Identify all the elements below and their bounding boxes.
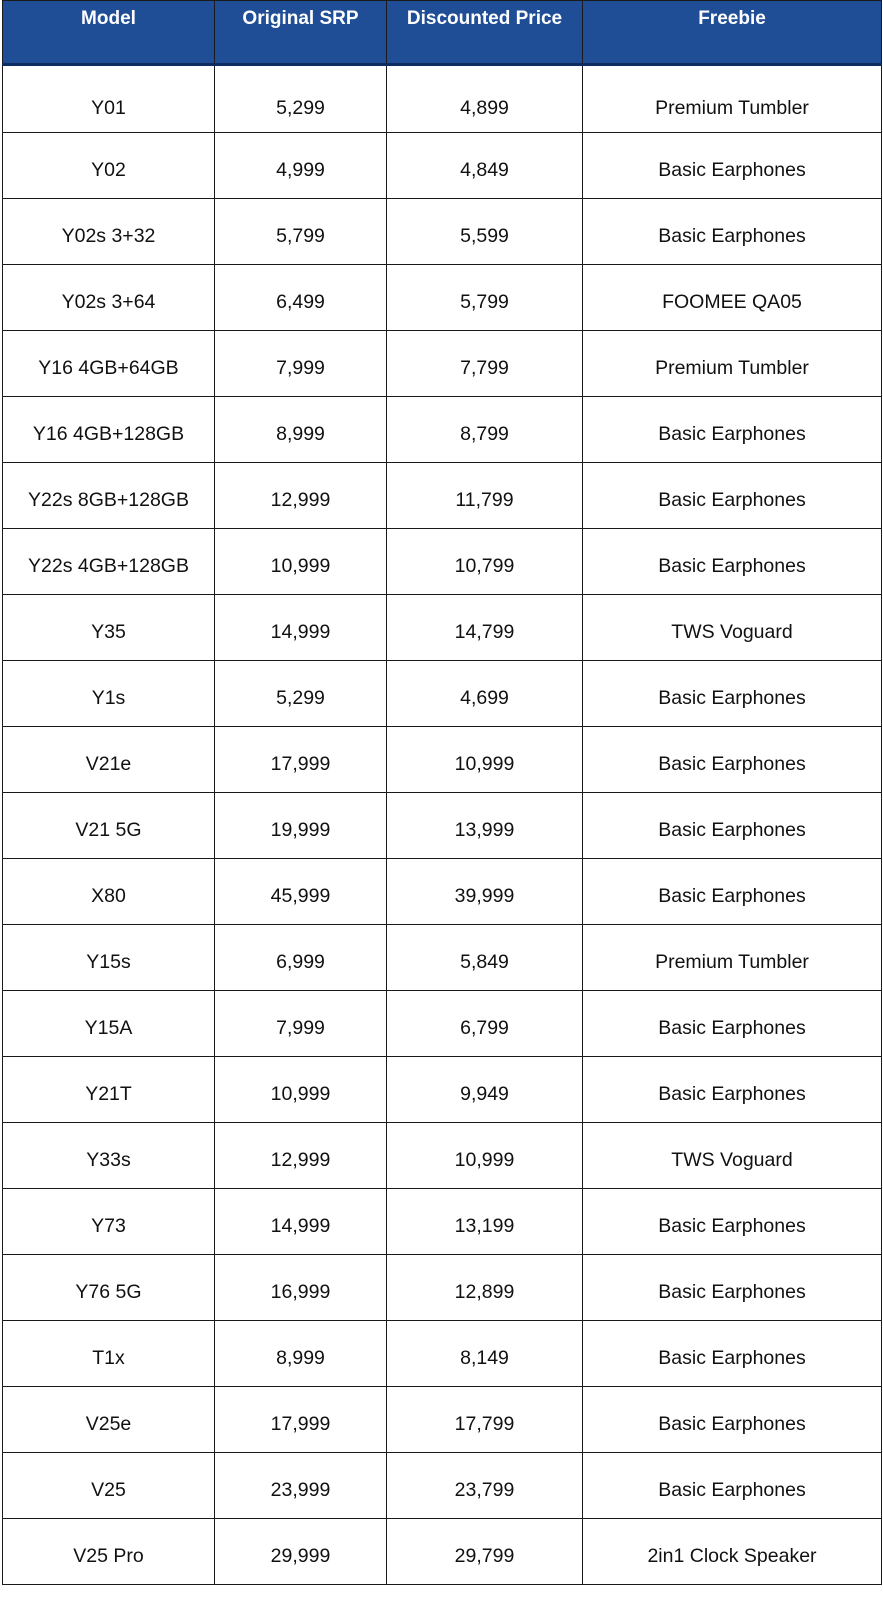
table-row: [3, 727, 882, 793]
cell-model: Y15A: [3, 991, 215, 1057]
table-row: [3, 1453, 882, 1519]
cell-freebie: Basic Earphones: [583, 991, 882, 1057]
cell-original-srp: 16,999: [215, 1255, 387, 1321]
cell-freebie: TWS Voguard: [583, 1123, 882, 1189]
cell-discounted-price: 10,999: [387, 727, 583, 793]
table-row: [3, 1321, 882, 1387]
table-row: [3, 859, 882, 925]
cell-original-srp: 29,999: [215, 1519, 387, 1585]
cell-model: Y33s: [3, 1123, 215, 1189]
cell-freebie: Basic Earphones: [583, 463, 882, 529]
table-row: [3, 529, 882, 595]
cell-model: V25e: [3, 1387, 215, 1453]
cell-original-srp: 14,999: [215, 1189, 387, 1255]
cell-original-srp: 10,999: [215, 1057, 387, 1123]
cell-freebie: Basic Earphones: [583, 859, 882, 925]
table-row: [3, 463, 882, 529]
table-row: [3, 1057, 882, 1123]
table-row: [3, 991, 882, 1057]
table-row: [3, 793, 882, 859]
cell-discounted-price: 5,849: [387, 925, 583, 991]
cell-discounted-price: 9,949: [387, 1057, 583, 1123]
cell-model: Y35: [3, 595, 215, 661]
cell-freebie: Basic Earphones: [583, 397, 882, 463]
table-row: [3, 661, 882, 727]
cell-freebie: FOOMEE QA05: [583, 265, 882, 331]
cell-model: V21 5G: [3, 793, 215, 859]
cell-discounted-price: 14,799: [387, 595, 583, 661]
table-header: [3, 1, 882, 65]
cell-model: Y15s: [3, 925, 215, 991]
cell-model: Y02: [3, 133, 215, 199]
cell-discounted-price: 10,999: [387, 1123, 583, 1189]
cell-original-srp: 23,999: [215, 1453, 387, 1519]
table-row: [3, 65, 882, 133]
cell-model: Y16 4GB+64GB: [3, 331, 215, 397]
cell-original-srp: 8,999: [215, 397, 387, 463]
header-discounted-price: Discounted Price: [387, 1, 583, 65]
table-row: [3, 1519, 882, 1585]
cell-discounted-price: 4,849: [387, 133, 583, 199]
cell-original-srp: 5,799: [215, 199, 387, 265]
cell-freebie: Premium Tumbler: [583, 65, 882, 133]
table-row: [3, 925, 882, 991]
cell-model: Y02s 3+32: [3, 199, 215, 265]
cell-model: Y02s 3+64: [3, 265, 215, 331]
cell-model: Y16 4GB+128GB: [3, 397, 215, 463]
header-freebie: Freebie: [583, 1, 882, 65]
cell-original-srp: 5,299: [215, 661, 387, 727]
cell-original-srp: 10,999: [215, 529, 387, 595]
header-original-srp: Original SRP: [215, 1, 387, 65]
table-row: [3, 331, 882, 397]
cell-original-srp: 12,999: [215, 1123, 387, 1189]
cell-model: Y21T: [3, 1057, 215, 1123]
cell-freebie: Basic Earphones: [583, 199, 882, 265]
table-row: [3, 1387, 882, 1453]
header-row: [3, 1, 882, 65]
table-row: [3, 1189, 882, 1255]
cell-discounted-price: 13,999: [387, 793, 583, 859]
cell-model: X80: [3, 859, 215, 925]
cell-model: Y76 5G: [3, 1255, 215, 1321]
cell-model: Y22s 4GB+128GB: [3, 529, 215, 595]
cell-discounted-price: 4,699: [387, 661, 583, 727]
cell-freebie: Basic Earphones: [583, 661, 882, 727]
table-row: [3, 595, 882, 661]
cell-discounted-price: 6,799: [387, 991, 583, 1057]
cell-original-srp: 4,999: [215, 133, 387, 199]
cell-discounted-price: 39,999: [387, 859, 583, 925]
table-row: [3, 397, 882, 463]
cell-original-srp: 12,999: [215, 463, 387, 529]
cell-discounted-price: 10,799: [387, 529, 583, 595]
cell-original-srp: 6,499: [215, 265, 387, 331]
cell-discounted-price: 8,799: [387, 397, 583, 463]
cell-model: V21e: [3, 727, 215, 793]
cell-model: V25: [3, 1453, 215, 1519]
cell-freebie: Basic Earphones: [583, 1057, 882, 1123]
cell-original-srp: 14,999: [215, 595, 387, 661]
cell-freebie: Basic Earphones: [583, 1321, 882, 1387]
cell-discounted-price: 8,149: [387, 1321, 583, 1387]
price-table: [2, 0, 882, 1585]
cell-discounted-price: 11,799: [387, 463, 583, 529]
table-body: [3, 65, 882, 1585]
cell-discounted-price: 5,799: [387, 265, 583, 331]
cell-freebie: Basic Earphones: [583, 1255, 882, 1321]
cell-original-srp: 5,299: [215, 65, 387, 133]
cell-freebie: Premium Tumbler: [583, 331, 882, 397]
cell-freebie: Basic Earphones: [583, 793, 882, 859]
cell-model: Y73: [3, 1189, 215, 1255]
cell-model: Y22s 8GB+128GB: [3, 463, 215, 529]
cell-original-srp: 19,999: [215, 793, 387, 859]
table-row: [3, 1255, 882, 1321]
cell-freebie: Basic Earphones: [583, 1453, 882, 1519]
cell-original-srp: 6,999: [215, 925, 387, 991]
cell-freebie: Basic Earphones: [583, 133, 882, 199]
cell-freebie: 2in1 Clock Speaker: [583, 1519, 882, 1585]
table-row: [3, 1123, 882, 1189]
cell-freebie: Basic Earphones: [583, 727, 882, 793]
table-row: [3, 199, 882, 265]
cell-freebie: TWS Voguard: [583, 595, 882, 661]
table-row: [3, 265, 882, 331]
cell-model: T1x: [3, 1321, 215, 1387]
cell-discounted-price: 17,799: [387, 1387, 583, 1453]
cell-discounted-price: 29,799: [387, 1519, 583, 1585]
cell-freebie: Basic Earphones: [583, 529, 882, 595]
cell-original-srp: 8,999: [215, 1321, 387, 1387]
cell-model: Y01: [3, 65, 215, 133]
cell-discounted-price: 13,199: [387, 1189, 583, 1255]
cell-original-srp: 17,999: [215, 727, 387, 793]
cell-discounted-price: 7,799: [387, 331, 583, 397]
cell-discounted-price: 12,899: [387, 1255, 583, 1321]
cell-model: V25 Pro: [3, 1519, 215, 1585]
cell-discounted-price: 5,599: [387, 199, 583, 265]
cell-discounted-price: 4,899: [387, 65, 583, 133]
cell-original-srp: 17,999: [215, 1387, 387, 1453]
header-model: Model: [3, 1, 215, 65]
cell-model: Y1s: [3, 661, 215, 727]
cell-freebie: Basic Earphones: [583, 1387, 882, 1453]
cell-original-srp: 45,999: [215, 859, 387, 925]
table-row: [3, 133, 882, 199]
cell-discounted-price: 23,799: [387, 1453, 583, 1519]
cell-freebie: Premium Tumbler: [583, 925, 882, 991]
cell-freebie: Basic Earphones: [583, 1189, 882, 1255]
cell-original-srp: 7,999: [215, 991, 387, 1057]
cell-original-srp: 7,999: [215, 331, 387, 397]
